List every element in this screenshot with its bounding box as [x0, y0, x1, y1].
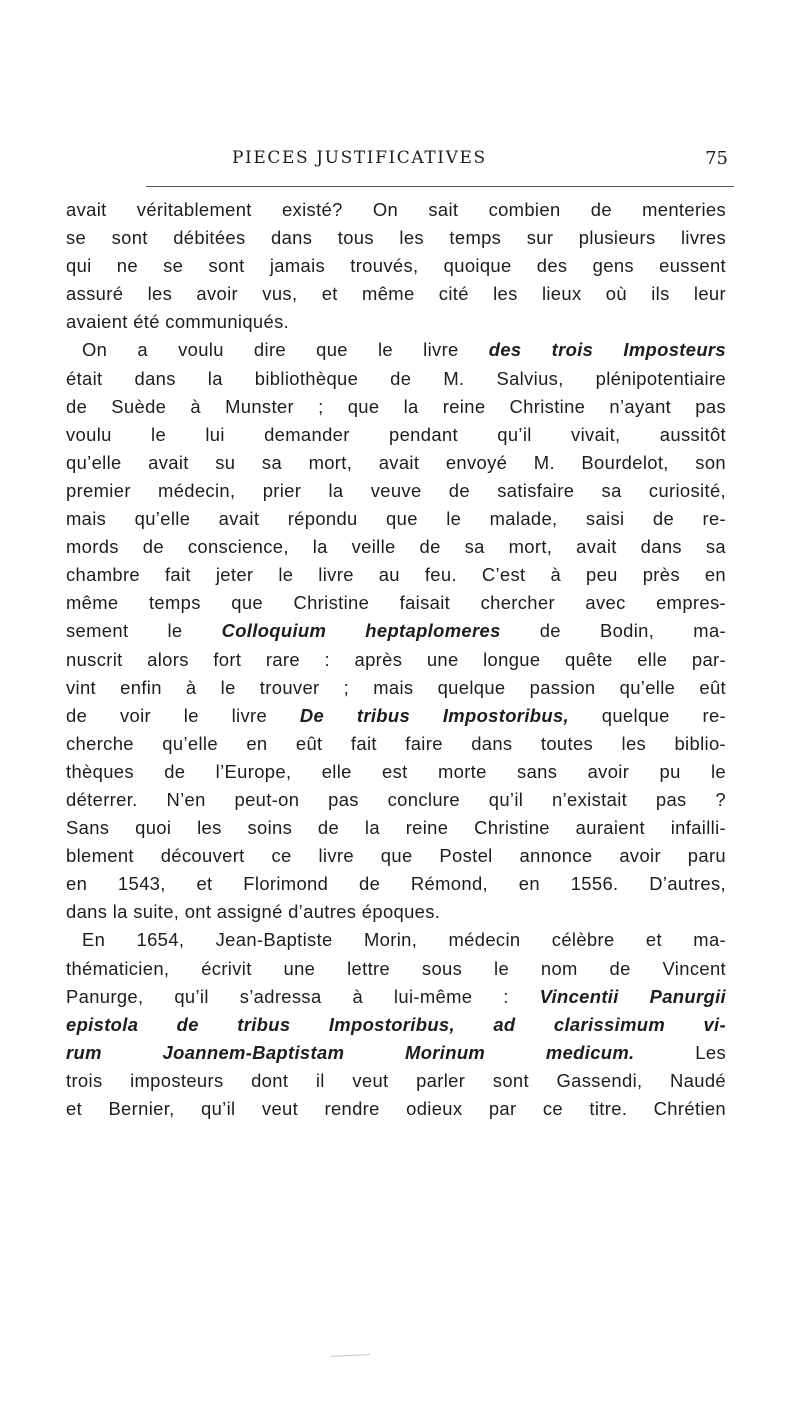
- text-line: [66, 505, 726, 533]
- text-line: [66, 646, 726, 674]
- text-line: [66, 336, 726, 364]
- text-run: dans la suite, ont assigné d’autres époques.: [66, 901, 441, 923]
- text-line: [66, 393, 726, 421]
- text-run: chambre fait jeter le livre au feu. C’est à peu près en: [66, 564, 726, 586]
- text-run: voulu le lui demander pendant qu’il vivait, aussitôt: [66, 423, 726, 445]
- text-run: Les: [634, 1041, 726, 1063]
- text-line: [66, 983, 726, 1011]
- text-run: nuscrit alors fort rare : après une longue quête elle par-: [66, 648, 726, 670]
- italic-title-text: De tribus Impostoribus,: [299, 704, 569, 726]
- text-run: En 1654, Jean-Baptiste Morin, médecin célèbre et ma-: [82, 929, 726, 951]
- text-run: quelque re-: [568, 704, 727, 726]
- text-run: sement le: [66, 620, 222, 642]
- text-line: [66, 1095, 726, 1123]
- header-rule: [146, 186, 734, 187]
- text-run: Sans quoi les soins de la reine Christine auraient infailli-: [66, 817, 726, 839]
- italic-title-text: Colloquium heptaplomeres: [221, 620, 501, 642]
- text-line: [66, 308, 726, 336]
- text-line: [66, 730, 726, 758]
- body-text: [66, 196, 726, 1123]
- text-run: mords de conscience, la veille de sa mort, avait dans sa: [66, 536, 726, 558]
- text-line: [66, 477, 726, 505]
- text-run: qu’elle avait su sa mort, avait envoyé M. Bourdelot, son: [66, 451, 726, 473]
- page-number: 75: [705, 148, 728, 169]
- text-line: [66, 589, 726, 617]
- text-line: [66, 196, 726, 224]
- text-line: [66, 1011, 726, 1039]
- text-run: cherche qu’elle en eût fait faire dans toutes les biblio-: [66, 732, 726, 754]
- text-run: thèques de l’Europe, elle est morte sans avoir pu le: [66, 760, 726, 782]
- italic-title-text: rum Joannem-Baptistam Morinum medicum.: [66, 1041, 635, 1063]
- running-title: PIECES JUSTIFICATIVES: [232, 148, 487, 168]
- text-run: thématicien, écrivit une lettre sous le nom de Vincent: [66, 957, 726, 979]
- text-run: blement découvert ce livre que Postel annonce avoir paru: [66, 845, 726, 867]
- text-line: [66, 365, 726, 393]
- text-line: [66, 842, 726, 870]
- text-run: assuré les avoir vus, et même cité les lieux où ils leur: [66, 283, 726, 305]
- italic-title-text: epistola de tribus Impostoribus, ad clarissimum vi-: [66, 1013, 726, 1035]
- text-line: [66, 224, 726, 252]
- text-run: premier médecin, prier la veuve de satisfaire sa curiosité,: [66, 479, 726, 501]
- text-run: se sont débitées dans tous les temps sur plusieurs livres: [66, 227, 726, 249]
- text-line: [66, 1039, 726, 1067]
- text-line: [66, 786, 726, 814]
- text-run: avaient été communiqués.: [66, 311, 290, 333]
- text-line: [66, 1067, 726, 1095]
- text-run: de Bodin, ma-: [500, 620, 726, 642]
- page-header: [66, 148, 734, 174]
- text-line: [66, 280, 726, 308]
- text-run: de Suède à Munster ; que la reine Christine n’ayant pas: [66, 395, 726, 417]
- text-line: [66, 898, 726, 926]
- text-line: [66, 870, 726, 898]
- text-line: [66, 421, 726, 449]
- text-run: de voir le livre: [66, 704, 300, 726]
- text-line: [66, 533, 726, 561]
- text-run: même temps que Christine faisait chercher avec empres-: [66, 592, 726, 614]
- text-run: et Bernier, qu’il veut rendre odieux par ce titre. Chrétien: [66, 1098, 726, 1119]
- book-page: [66, 0, 734, 1402]
- text-run: en 1543, et Florimond de Rémond, en 1556. D’autres,: [66, 873, 726, 895]
- text-line: [66, 561, 726, 589]
- text-run: déterrer. N’en peut-on pas conclure qu’il n’existait pas ?: [66, 788, 726, 810]
- text-run: mais qu’elle avait répondu que le malade, saisi de re-: [66, 508, 726, 530]
- text-run: qui ne se sont jamais trouvés, quoique des gens eussent: [66, 255, 726, 277]
- text-line: [66, 702, 726, 730]
- text-run: On a voulu dire que le livre: [82, 339, 489, 361]
- italic-title-text: Vincentii Panurgii: [539, 985, 726, 1007]
- text-run: vint enfin à le trouver ; mais quelque passion qu’elle eût: [66, 676, 726, 698]
- text-run: avait véritablement existé? On sait combien de menteries: [66, 199, 726, 220]
- text-line: [66, 758, 726, 786]
- text-line: [66, 617, 726, 645]
- text-line: [66, 814, 726, 842]
- text-run: Panurge, qu’il s’adressa à lui-même :: [66, 985, 540, 1007]
- text-line: [66, 449, 726, 477]
- text-run: trois imposteurs dont il veut parler sont Gassendi, Naudé: [66, 1069, 726, 1091]
- text-run: était dans la bibliothèque de M. Salvius, plénipotentiaire: [66, 367, 726, 389]
- text-line: [66, 955, 726, 983]
- text-line: [66, 926, 726, 954]
- text-line: [66, 252, 726, 280]
- italic-title-text: des trois Imposteurs: [488, 339, 727, 361]
- text-line: [66, 674, 726, 702]
